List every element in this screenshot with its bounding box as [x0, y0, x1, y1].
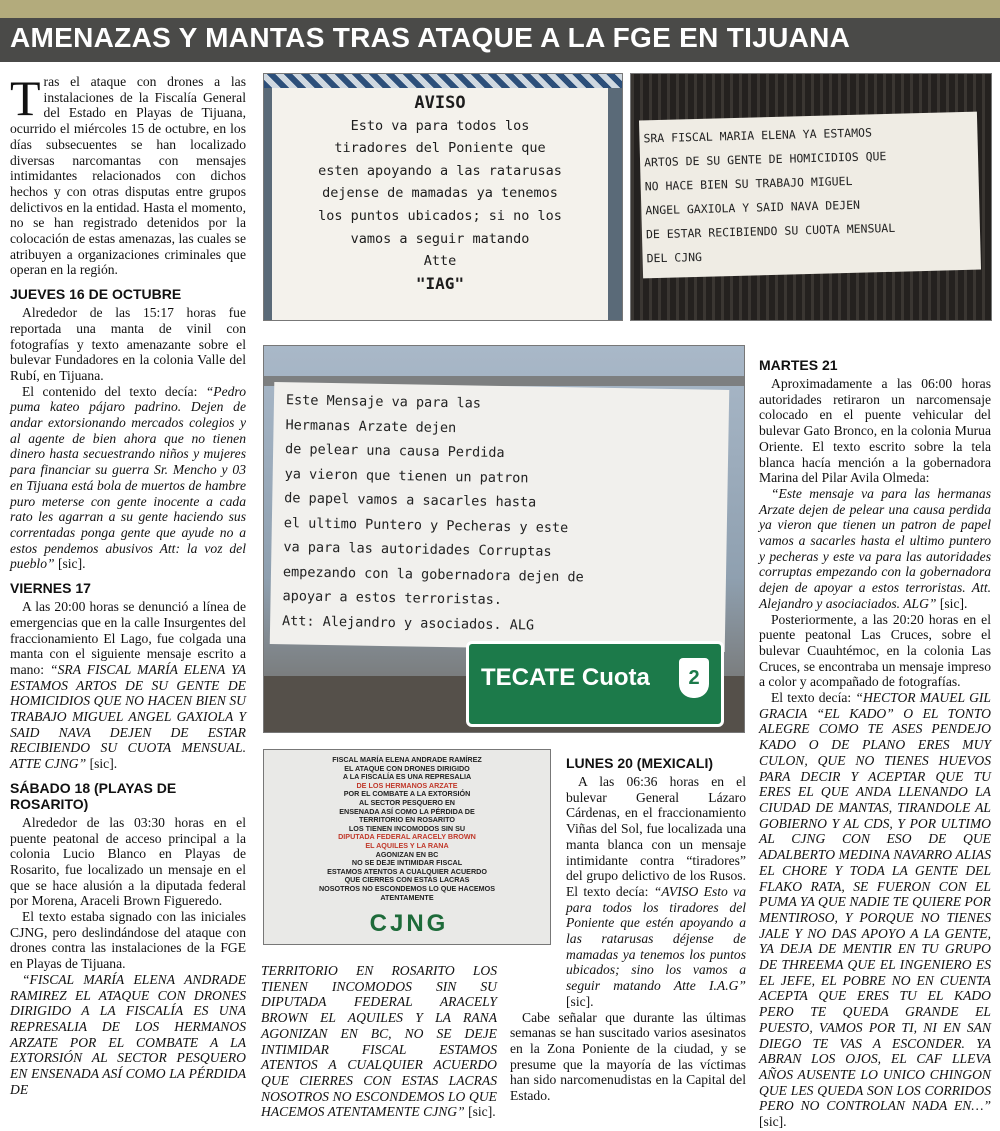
paragraph: El texto estaba signado con las iniciales CJNG, pero deslindándose del ataque con drones contra las instalaciones de la FGE en Playas de Tijuana.: [10, 909, 246, 972]
column-3-lunes: [510, 755, 746, 1104]
photo-fiscal-banner: [630, 73, 992, 321]
sign-text: TECATE Cuota: [481, 664, 650, 691]
drop-cap: T: [10, 70, 41, 126]
banner-text: AVISO Esto va para todos los tiradores del Poniente que esten apoyando a las ratarusas dejense de mamadas ya tenemos los puntos ubicados; si no los vamos a seguir matando Atte "IAG": [318, 93, 562, 293]
fence-pattern: [264, 74, 622, 88]
paragraph: “Este mensaje va para las hermanas Arzate dejen de pelear una causa perdida ya vieron que tienen un patron de papel vamos a sacarles hasta el ultimo puntero y pecheras y este va para las autoridades corruptas empezando con la gobernadora dejen de apoyar a estos terroristas. Att. Alejandro y asociaciados. ALG” [sic].: [759, 485, 991, 611]
paragraph: Alrededor de las 03:30 horas en el puente peatonal de acceso principal a la colonia Lucio Blanco en Playas de Rosarito, fue localizado un mensaje en el que se hace alusión a la diputada federal por Morena, Araceli Brown Figueredo.: [10, 814, 246, 909]
column-2-continuation: [261, 963, 497, 1120]
paragraph: TERRITORIO EN ROSARITO LOS TIENEN INCOMODOS SIN SU DIPUTADA FEDERAL ARACELY BROWN EL AQUILES Y LA RANA AGONIZAN EN BC, NO SE DEJE INTIMIDAR FISCAL ESTAMOS ATENTOS A CUALQUIER ACUERDO QUE CIERRES CON ESTAS LACRAS NOSOTROS NO ESCONDEMOS LO QUE HACEMOS ATENTAMENTE CJNG” [sic].: [261, 963, 497, 1120]
highway-sign: [466, 641, 724, 727]
heading-sabado: SÁBADO 18 (PLAYAS DE ROSARITO): [10, 779, 177, 812]
banner-text: SRA FISCAL MARIA ELENA YA ESTAMOS ARTOS DE SU GENTE DE HOMICIDIOS QUE NO HACE BIEN SU TRABAJO MIGUEL ANGEL GAXIOLA Y SAID NAVA DEJEN DE ESTAR RECIBIENDO SU CUOTA MENSUAL DEL CJNG: [643, 125, 896, 266]
photo-cjng-banner: [263, 749, 551, 945]
banner-text: FISCAL MARÍA ELENA ANDRADE RAMÍREZ EL ATAQUE CON DRONES DIRIGIDO A LA FISCALÍA ES UNA REPRESALIA DE LOS HERMANOS ARZATE POR EL COMBATE A LA EXTORSIÓN AL SECTOR PESQUERO EN ENSENADA ASÍ COMO LA PÉRDIDA DE TERRITORIO EN ROSARITO LOS TIENEN INCOMODOS SIN SU DIPUTADA FEDERAL ARACELY BROWN EL AQUILES Y LA RANA AGONIZAN EN BC NO SE DEJE INTIMIDAR FISCAL ESTAMOS ATENTOS A CUALQUIER ACUERDO QUE CIERRES CON ESTAS LACRAS NOSOTROS NO ESCONDEMOS LO QUE HACEMOS ATENTAMENTE: [318, 755, 496, 902]
heading-lunes: LUNES 20 (MEXICALI): [566, 755, 714, 771]
headline: AMENAZAS Y MANTAS TRAS ATAQUE A LA FGE EN TIJUANA: [10, 22, 851, 53]
column-4: [759, 355, 991, 1130]
photo-arzate-banner: [263, 345, 745, 733]
headline-bar: [0, 18, 1000, 62]
heading-jueves: JUEVES 16 DE OCTUBRE: [10, 286, 182, 303]
heading-martes: MARTES 21: [759, 357, 838, 373]
heading-viernes: VIERNES 17: [10, 580, 91, 597]
intro-paragraph: Tras el ataque con drones a las instalaciones de la Fiscalía General del Estado en Playas de Tijuana, ocurrido el miércoles 15 de octubre, en los días subsecuentes se han localizado diversas narcomantas con mensajes intimidantes relacionados con dichos hechos y con otras disputas entre grupos delictivos en la entidad. Hasta el momento, no se han registrado detenidos por la colocación de estas amenazas, las cuales se atribuyen a organizaciones criminales que operan en la región.: [10, 70, 246, 278]
route-shield: 2: [679, 658, 709, 698]
column-1: [10, 70, 246, 1097]
paragraph: “FISCAL MARÍA ELENA ANDRADE RAMIREZ EL ATAQUE CON DRONES DIRIGIDO A LA FISCALÍA ES UNA REPRESALIA DE LOS HERMANOS ARZATE POR EL COMBATE A LA EXTORSIÓN AL SECTOR PESQUERO EN ENSENADA ASÍ COMO LA PÉRDIDA DE: [10, 971, 246, 1097]
paragraph: Alrededor de las 15:17 horas fue reportada una manta de vinil con fotografías y texto amenazante sobre el bulevar Fundadores en la colonia Valle del Rubí, en Tijuana.: [10, 305, 246, 383]
paragraph: El contenido del texto decía: “Pedro puma kateo pájaro padrino. Dejen de andar extorsionando mercados colegios y al agente de bien ahora que no tienen dinero hasta secuestrando niños y mujeres para financiar su guerra Sr. Mencho y 03 en Tijuana está bola de muertos de hambre puro meterse con gente inocente a cada rato les agarran a su gente haciendo sus correntadas ponga gente que ayude no a estos pendemos abusivos Att: la voz del pueblo” [sic].: [10, 383, 246, 572]
paragraph: Aproximadamente a las 06:00 horas autoridades retiraron un narcomensaje colocado en el puente vehicular del bulevar Gato Bronco, en la colonia Murua Oriente. El texto escrito sobre la tela blanca hacía mención a la gobernadora Marina del Pilar Avila Olmeda:: [759, 376, 991, 486]
photo-aviso-banner: [263, 73, 623, 321]
paragraph: A las 20:00 horas se denunció a línea de emergencias que en la calle Insurgentes del fraccionamiento El Lago, fue colgada una manta con el siguiente mensaje escrito a mano: “SRA FISCAL MARÍA ELENA YA ESTAMOS ARTOS DE SU GENTE DE HOMICIDIOS QUE NO HACEN BIEN SU TRABAJO MIGUEL ANGEL GAXIOLA Y SAID NAVA DEJEN DE ESTAR RECIBIENDO SU CUOTA MENSUAL. ATTE CJNG” [sic].: [10, 599, 246, 772]
paragraph: Posteriormente, a las 20:20 horas en el puente peatonal Las Cruces, sobre el bulevar Cuauhtémoc, en la colonia Las Cruces, se encontraba un mensaje impreso a color y acompañado de fotografías.: [759, 611, 991, 690]
top-accent-strip: [0, 0, 1000, 18]
paragraph: Cabe señalar que durante las últimas semanas se han suscitado varios asesinatos en la Zona Poniente de la ciudad, y se presume que la mayoría de las víctimas han sido narcomenudistas en la Capital del Estado.: [510, 1009, 746, 1104]
paragraph: El texto decía: “HECTOR MAUEL GIL GRACIA “EL KADO” O EL TONTO ALEGRE COMO TE ASES PENDEJO KADO O DE PLANO ERES MUY CULON, QUE NO TIENES HUEVOS PARA DECIR Y ACEPTAR QUE TU ERES EL QUE ANDA LLENANDO LA CIUDAD DE MANTAS, TIRANDOLE AL GOBIERNO Y AL CDS, Y POR ULTIMO AL CJNG CON ESO DE QUE ADALBERTO MEDINA NAVARRO ALIAS EL CHORE Y TODA LA GENTE DEL FLAKO RATA, SE FUERON CON EL PUMA YA QUE NADIE TE QUIERE POR MENTIROSO, Y PORQUE NO TIENES JALE Y NO DAS APOYO A LA GENTE, YA DEJA DE MENTIR EN TU GRUPO DE THREEMA QUE EL INGENIERO ES EL JEFE, EL POBRE NO EN CUENTA ACEPTA QUE ERES TU EL KADO PERO TE QUEDA GRANDE EL PUESTO, VAMOS POR TI, NI EN SAN DIEGO TE VAS A ESCONDER. YA ABRAN LOS OJOS, EL CAF LLEVA AÑOS AUSENTE LO UNICO CHINGON QUE LES QUEDA SON LOS CORRIDOS PERO NO CONTROLAN NADA EN…” [sic].: [759, 690, 991, 1130]
paragraph: A las 06:36 horas en el bulevar General Lázaro Cárdenas, en el fraccionamiento Viñas del Sol, fue localizada una manta blanca con un mensaje intimidante contra “tiradores” del grupo delictivo de los Rusos. El texto decía: “AVISO Esto va para todos los tiradores del Poniente que estén apoyando a las ratarusas déjense de mamadas ya tenemos los puntos ubicados; sino los vamos a seguir matando Atte I.A.G” [sic].: [566, 774, 746, 1009]
cjng-logo: CJNG: [369, 910, 449, 937]
banner-text: Este Mensaje va para las Hermanas Arzate dejen de pelear una causa Perdida ya vieron que tienen un patron de papel vamos a sacarles hasta el ultimo Puntero y Pecheras y este va para las autoridades Corruptas empezando con la gobernadora dejen de apoyar a estos terroristas. Att: Alejandro y asociados. ALG: [281, 392, 584, 634]
